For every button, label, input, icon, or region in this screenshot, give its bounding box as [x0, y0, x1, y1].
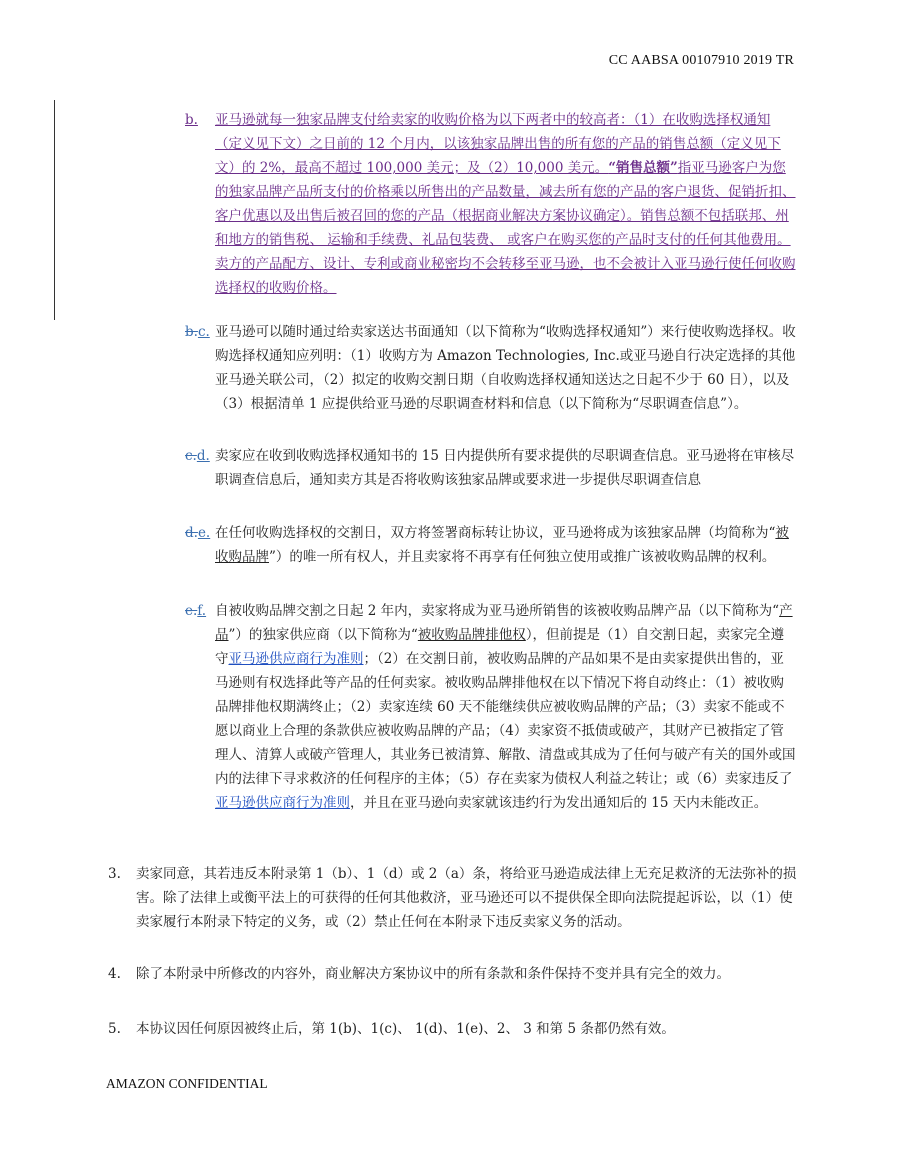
revision-bar	[54, 100, 55, 320]
clause-e-text-1: 在任何收购选择权的交割日，双方将签署商标转让协议，亚马逊将成为该独家品牌（均简称为“	[215, 525, 776, 541]
clause-d-marker-new: d.	[196, 448, 210, 464]
clause-b-text-1: 亚马逊就每一独家品牌支付给卖家的收购价格为以下两者中的较高者：（1）在收购选择权通知（定义见下文）之日前的 12 个月内，以该独家品牌出售的所有您的产品的销售总额（定义见下文）的 2%，最高不超过 100,000 美元；及（2）10,000 美元。	[215, 112, 781, 176]
clause-d-text: 卖家应在收到收购选择权通知书的 15 日内提供所有要求提供的尽职调查信息。亚马逊将在审核尽职调查信息后，通知卖方其是否将收购该独家品牌或要求进一步提供尽职调查信息	[215, 448, 795, 488]
item-3-number: 3.	[108, 866, 121, 882]
clause-f-text-4: ；（2）在交割日前，被收购品牌的产品如果不是由卖家提供出售的，亚马逊则有权选择此等产品的任何卖家。被收购品牌排他权在以下情况下将自动终止：（1）被收购品牌排他权期满终止；（2）卖家连续 60 天不能继续供应被收购品牌的产品；（3）卖家不能或不愿以商业上合理的条款供应被收购品牌的产品；（4）卖家资不抵债或破产，其财产已被指定了管理人、清算人或破产管理人，其业务已被清算、解散、清盘或其成为了任何与破产有关的国外或国内的法律下寻求救济的任何程序的主体；（5）存在卖家为债权人利益之转让；或（6）卖家违反了	[215, 651, 796, 787]
supplier-code-link-1[interactable]: 亚马逊供应商行为准则	[228, 651, 364, 667]
clause-e	[185, 521, 797, 569]
clause-d-marker-old: c.	[185, 448, 197, 464]
clause-f-text-2: ”）的独家供应商（以下简称为“	[228, 627, 418, 643]
clause-b-body	[185, 108, 797, 300]
clause-f-text-1: 自被收购品牌交割之日起 2 年内，卖家将成为亚马逊所销售的该被收购品牌产品（以下简称为“	[215, 603, 780, 619]
clause-b-bold-term: “销售总额”	[608, 160, 678, 176]
clause-e-marker-old: d.	[185, 525, 198, 541]
item-5-text: 本协议因任何原因被终止后，第 1(b)、1(c)、 1(d)、1(e)、2、 3 和第 5 条都仍然有效。	[136, 1021, 675, 1037]
supplier-code-link-2[interactable]: 亚马逊供应商行为准则	[215, 795, 350, 811]
confidential-footer: AMAZON CONFIDENTIAL	[106, 1076, 268, 1091]
clause-c-marker-new: c.	[197, 324, 210, 340]
clause-f-marker-new: f.	[197, 603, 207, 619]
clause-f-body	[185, 599, 797, 815]
clause-c-marker	[185, 320, 210, 344]
clause-f	[185, 599, 797, 815]
clause-f-text-5: ，并且在亚马逊向卖家就该违约行为发出通知后的 15 天内未能改正。	[350, 795, 768, 811]
clause-f-marker	[185, 599, 206, 623]
clause-f-text-3: ），但前提是（1）自交割日起，卖家完全遵守	[215, 627, 785, 667]
clause-f-marker-old: e.	[185, 603, 198, 619]
clause-f-term-product: 产品	[215, 603, 793, 643]
clause-b-marker: b.	[185, 112, 198, 128]
clause-b-text-2: 指亚马逊客户为您的独家品牌产品所支付的价格乘以所售出的产品数量，减去所有您的产品的客户退货、促销折扣、客户优惠以及出售后被召回的您的产品（根据商业解决方案协议确定）。销售总额不包括联邦、州和地方的销售税、 运输和手续费、礼品包装费、 或客户在购买您的产品时支付的任何其他费用。卖方的产品配方、设计、专利或商业秘密均不会转移至亚马逊，也不会被计入亚马逊行使任何收购选择权的收购价格。	[215, 160, 796, 296]
clause-f-term-exclusivity: 被收购品牌排他权	[417, 627, 526, 643]
clause-e-text-2: ”）的唯一所有权人，并且卖家将不再享有任何独立使用或推广该被收购品牌的权利。	[269, 549, 776, 565]
document-id: CC AABSA 00107910 2019 TR	[608, 53, 794, 68]
item-3-text: 卖家同意，其若违反本附录第 1（b）、1（d）或 2（a）条，将给亚马逊造成法律上无充足救济的无法弥补的损害。除了法律上或衡平法上的可获得的任何其他救济，亚马逊还可以不提供保全即向法院提起诉讼，以（1）使卖家履行本附录下特定的义务，或（2）禁止任何在本附录下违反卖家义务的活动。	[136, 866, 797, 930]
clause-b	[185, 108, 797, 300]
clause-d-marker	[185, 444, 210, 468]
item-4-number: 4.	[108, 966, 121, 982]
item-4-text: 除了本附录中所修改的内容外，商业解决方案协议中的所有条款和条件保持不变并具有完全的效力。	[136, 966, 730, 982]
clause-e-term: 被收购品牌	[215, 525, 789, 565]
clause-e-marker-new: e.	[197, 525, 211, 541]
clause-c-text: 亚马逊可以随时通过给卖家送达书面通知（以下简称为“收购选择权通知”）来行使收购选择权。收购选择权通知应列明：（1）收购方为 Amazon Technologies, Inc.或亚马逊自行决定选择的其他亚马逊关联公司，（2）拟定的收购交割日期（自收购选择权通知送达之日起不少于 60 日），以及（3）根据清单 1 应提供给亚马逊的尽职调查材料和信息（以下简称为“尽职调查信息”）。	[215, 324, 796, 412]
clause-e-marker	[185, 521, 210, 545]
clause-c-marker-old: b.	[185, 324, 198, 340]
item-5-number: 5.	[108, 1021, 121, 1037]
clause-d	[185, 444, 797, 492]
clause-c	[185, 320, 797, 416]
clause-e-body	[185, 521, 797, 569]
